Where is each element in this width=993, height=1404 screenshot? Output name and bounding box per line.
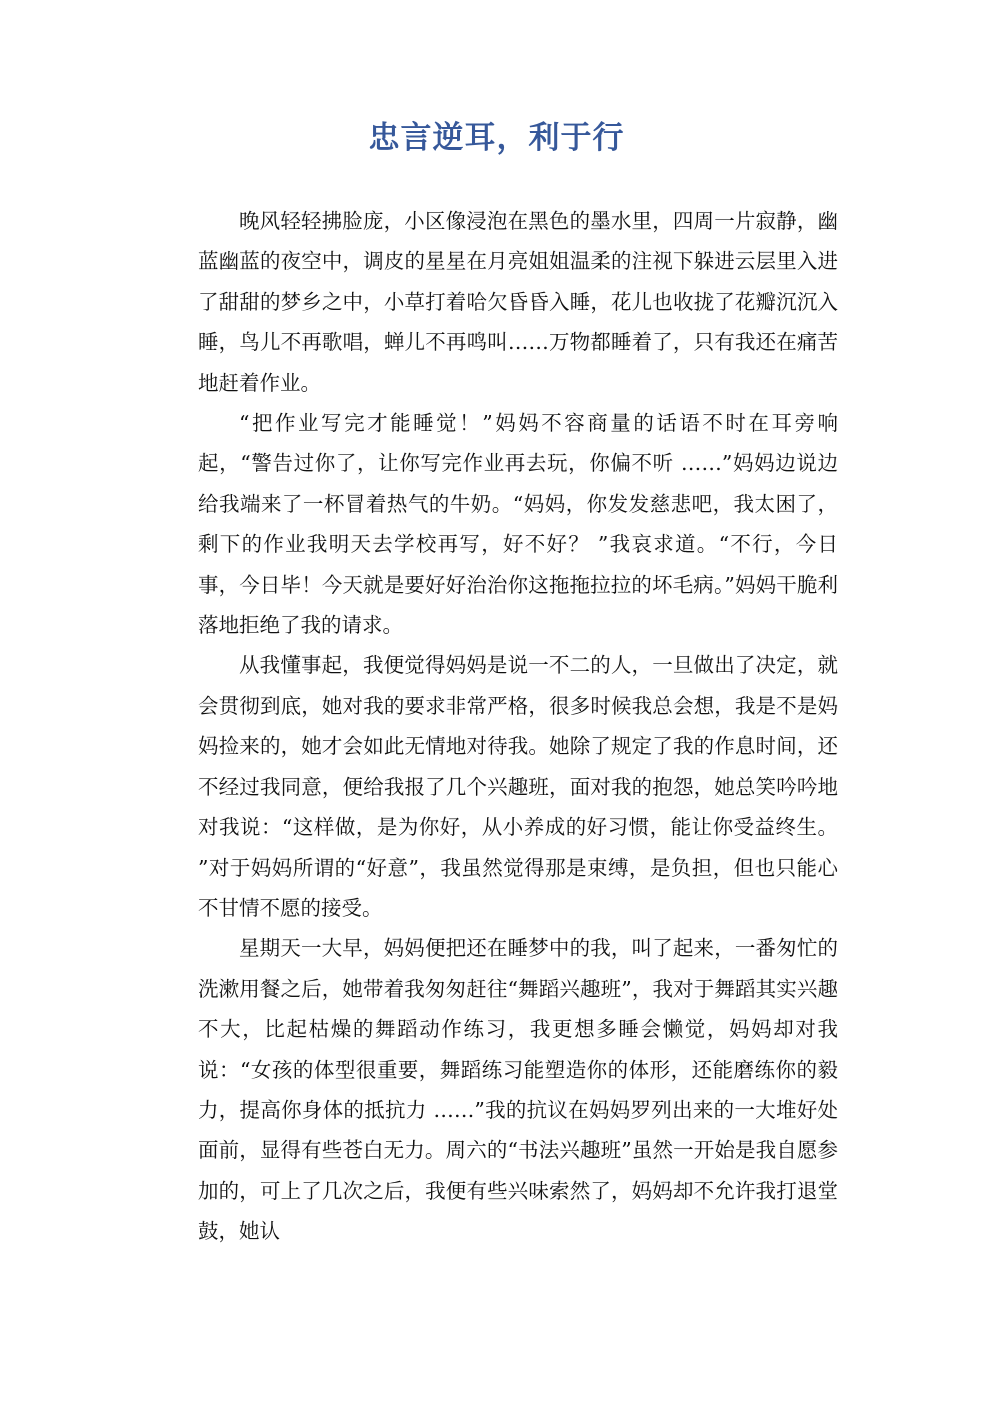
document-body — [198, 201, 838, 1252]
paragraph-3: 从我懂事起，我便觉得妈妈是说一不二的人，一旦做出了决定，就会贯彻到底，她对我的要求非常严格，很多时候我总会想，我是不是妈妈捡来的，她才会如此无情地对待我。她除了规定了我的作息时间，还不经过我同意，便给我报了几个兴趣班，面对我的抱怨，她总笑吟吟地对我说：“这样做，是为你好，从小养成的好习惯，能让你受益终生。 ”对于妈妈所谓的“好意”，我虽然觉得那是束缚，是负担，但也只能心不甘情不愿的接受。 — [198, 653, 838, 920]
paragraph-4: 星期天一大早，妈妈便把还在睡梦中的我，叫了起来，一番匆忙的洗漱用餐之后，她带着我匆匆赶往“舞蹈兴趣班”，我对于舞蹈其实兴趣不大，比起枯燥的舞蹈动作练习，我更想多睡会懒觉，妈妈却对我说：“女孩的体型很重要，舞蹈练习能塑造你的体形，还能磨练你的毅力，提高你身体的抵抗力 ……”我的抗议在妈妈罗列出来的一大堆好处面前，显得有些苍白无力。周六的“书法兴趣班”虽然一开始是我自愿参加的，可上了几次之后，我便有些兴味索然了，妈妈却不允许我打退堂鼓，她认 — [198, 936, 838, 1244]
paragraph-2: “把作业写完才能睡觉！”妈妈不容商量的话语不时在耳旁响起，“警告过你了，让你写完作业再去玩，你偏不听 ……”妈妈边说边给我端来了一杯冒着热气的牛奶。“妈妈，你发发慈悲吧，我太困了，剩下的作业我明天去学校再写，好不好？ ”我哀求道。“不行，今日事，今日毕！今天就是要好好治治你这拖拖拉拉的坏毛病。”妈妈干脆利落地拒绝了我的请求。 — [198, 411, 838, 638]
paragraph-1: 晚风轻轻拂脸庞，小区像浸泡在黑色的墨水里，四周一片寂静，幽蓝幽蓝的夜空中，调皮的星星在月亮姐姐温柔的注视下躲进云层里入进了甜甜的梦乡之中，小草打着哈欠昏昏入睡，花儿也收拢了花瓣沉沉入睡，鸟儿不再歌唱，蝉儿不再鸣叫……万物都睡着了，只有我还在痛苦地赶着作业。 — [198, 209, 838, 395]
document-title: 忠言逆耳，利于行 — [368, 120, 625, 156]
